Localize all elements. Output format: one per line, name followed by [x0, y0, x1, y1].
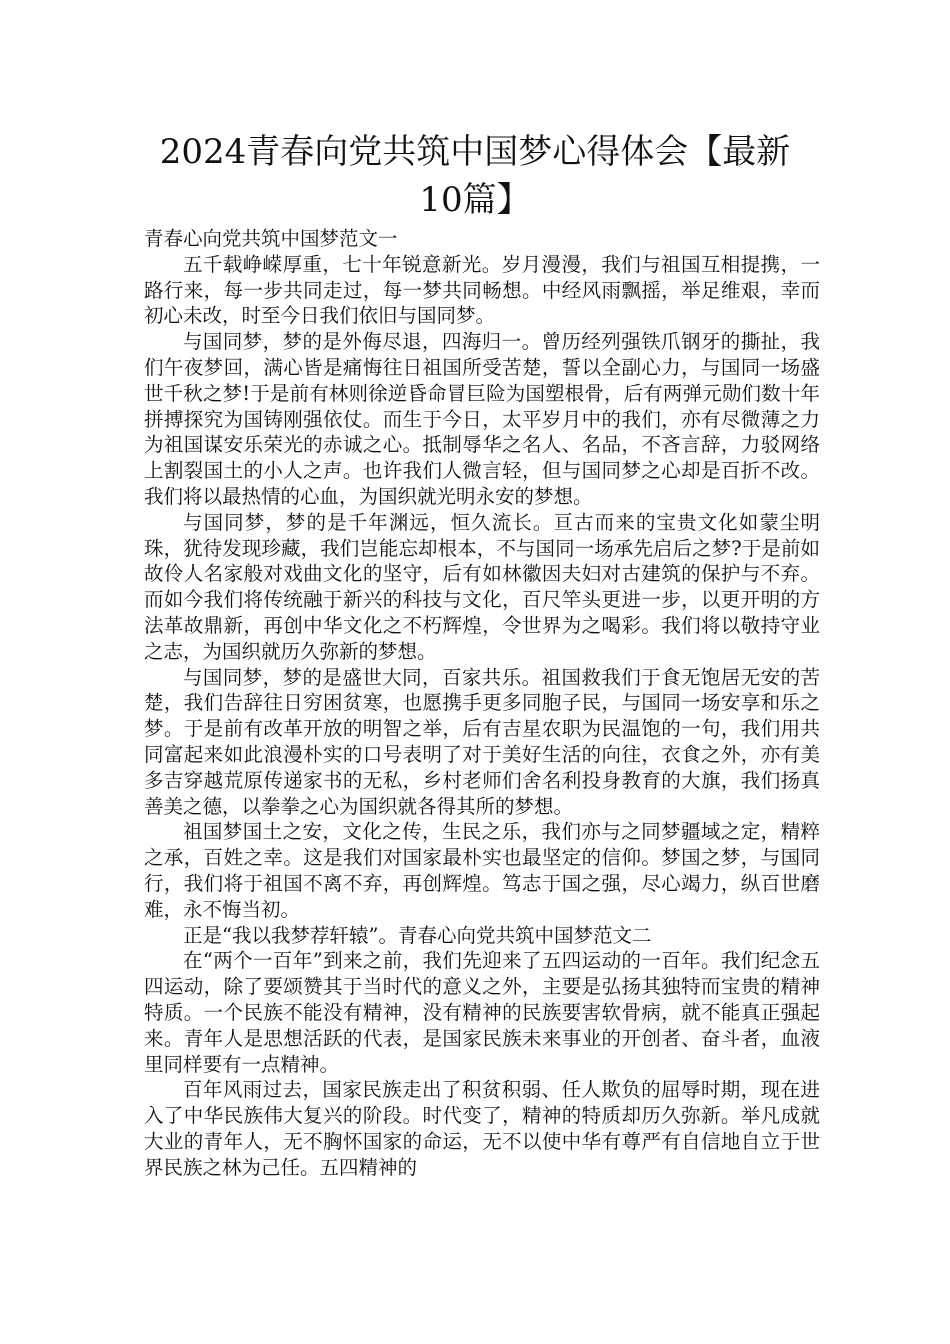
paragraph: 五千载峥嵘厚重，七十年锐意新光。岁月漫漫，我们与祖国互相提携，一路行来，每一步共同走过，每一梦共同畅想。中经风雨飘摇，举足维艰，幸而初心未改，时至今日我们依旧与国同梦。: [144, 252, 820, 328]
paragraph: 在“两个一百年”到来之前，我们先迎来了五四运动的一百年。我们纪念五四运动，除了要颂赞其于当时代的意义之外，主要是弘扬其独特而宝贵的精神特质。一个民族不能没有精神，没有精神的民族要害软骨病，就不能真正强起来。青年人是思想活跃的代表，是国家民族未来事业的开创者、奋斗者，血液里同样要有一点精神。: [144, 949, 820, 1076]
paragraph: 与国同梦，梦的是盛世大同，百家共乐。祖国救我们于食无饱居无安的苦楚，我们告辞往日穷困贫寒，也愿携手更多同胞子民，与国同一场安享和乐之梦。于是前有改革开放的明智之举，后有吉星农职为民温饱的一句，我们用共同富起来如此浪漫朴实的口号表明了对于美好生活的向往，衣食之外，亦有美多吉穿越荒原传递家书的无私，乡村老师们舍名利投身教育的大旗，我们扬真善美之德，以拳拳之心为国织就各得其所的梦想。: [144, 665, 820, 818]
document-body: [144, 226, 820, 1180]
paragraph: 百年风雨过去，国家民族走出了积贫积弱、任人欺负的屈辱时期，现在进入了中华民族伟大复兴的阶段。时代变了，精神的特质却历久弥新。举凡成就大业的青年人，无不胸怀国家的命运，无不以使中华有尊严有自信地自立于世界民族之林为己任。五四精神的: [144, 1078, 820, 1179]
paragraph: 与国同梦，梦的是外侮尽退，四海归一。曾历经列强铁爪钢牙的撕扯，我们午夜梦回，满心皆是痛悔往日祖国所受苦楚，誓以全副心力，与国同一场盛世千秋之梦!于是前有林则徐逆昏命冒巨险为国塑根骨，后有两弹元勋们数十年拼搏探究为国铸刚强依仗。而生于今日，太平岁月中的我们，亦有尽微薄之力为祖国谋安乐荣光的赤诚之心。抵制辱华之名人、名品，不吝言辞，力驳网络上割裂国土的小人之声。也许我们人微言轻，但与国同梦之心却是百折不改。我们将以最热情的心血，为国织就光明永安的梦想。: [144, 330, 820, 508]
section-heading: 青春心向党共筑中国梦范文一: [144, 227, 398, 250]
paragraph: 与国同梦，梦的是千年渊远，恒久流长。亘古而来的宝贵文化如蒙尘明珠，犹待发现珍藏，我们岂能忘却根本，不与国同一场承先启后之梦?于是前如故伶人名家般对戏曲文化的坚守，后有如林徽因夫妇对古建筑的保护与不弃。而如今我们将传统融于新兴的科技与文化，百尺竿头更进一步，以更开明的方法革故鼎新，再创中华文化之不朽辉煌，令世界为之喝彩。我们将以敬持守业之志，为国织就历久弥新的梦想。: [144, 510, 820, 663]
paragraph: 正是“我以我梦荐轩辕”。青春心向党共筑中国梦范文二: [183, 923, 652, 947]
paragraph: 祖国梦国土之安，文化之传，生民之乐，我们亦与之同梦疆域之定，精粹之承，百姓之幸。这是我们对国家最朴实也最坚定的信仰。梦国之梦，与国同行，我们将于祖国不离不弃，再创辉煌。笃志于国之强，尽心竭力，纵百世磨难，永不悔当初。: [144, 820, 820, 921]
document-title: 2024青春向党共筑中国梦心得体会【最新10篇】: [159, 132, 791, 220]
